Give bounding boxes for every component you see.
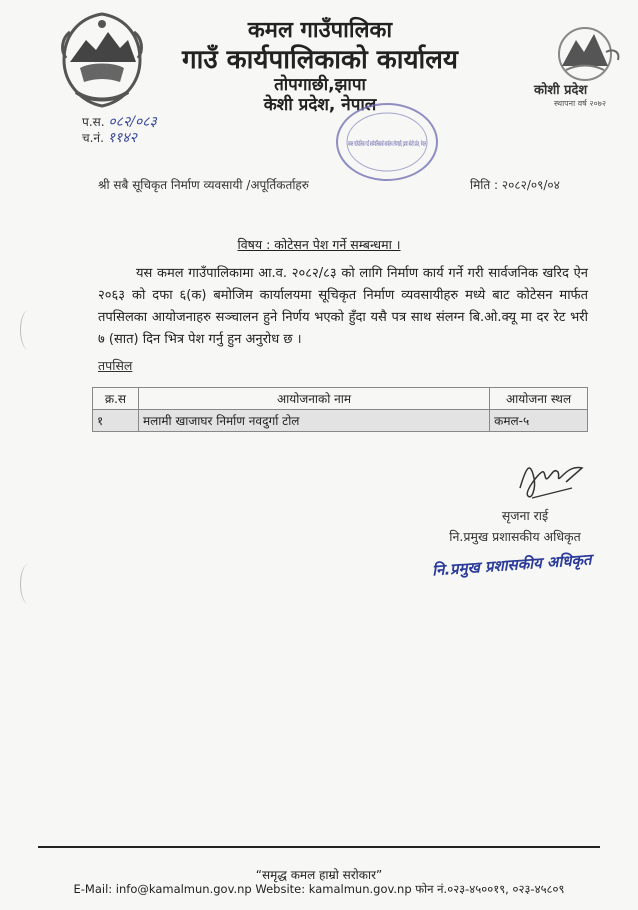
cell-project-name: मलामी खाजाघर निर्माण नवदुर्गा टोल xyxy=(138,410,489,432)
chn-value: ११४२ xyxy=(107,130,137,146)
cell-sn: १ xyxy=(93,410,139,432)
hole-punch-mark xyxy=(20,564,37,604)
signatory-name: सृजना राई xyxy=(501,508,549,523)
office-name: गाउँ कार्यपालिकाको कार्यालय xyxy=(182,45,458,75)
tapsil-heading: तपसिल xyxy=(98,358,133,373)
project-table xyxy=(92,387,588,432)
addressee: श्री सबै सूचिकृत निर्माण व्यवसायी /अपूर्तिकर्ताहरु xyxy=(98,178,309,192)
municipality-name: कमल गाउँपालिका xyxy=(247,18,393,43)
body-paragraph: यस कमल गाउँपालिकामा आ.व. २०८२/८३ को लागि निर्माण कार्य गर्ने गरी सार्वजनिक खरिद ऐन २०६३ को दफा ६(क) बमोजिम कार्यालयमा सूचिकृत निर्माण व्यवसायीहरु मध्ये बाट कोटेसन मार्फत तपसिलका आयोजनाहरु सञ्चालन हुने निर्णय भएको हुँदा यसै पत्र साथ संलग्न बि.ओ.क्यू मा दर रेट भरी ७ (सात) दिन भित्र पेश गर्नु हुन अनुरोध छ । xyxy=(98,266,588,347)
ps-value: ०८२/०८३ xyxy=(108,114,157,130)
nepal-government-emblem xyxy=(56,10,148,110)
office-province: केशी प्रदेश, नेपाल xyxy=(263,95,377,115)
stamp-text: कमल गाउँपालिका गाउँ कार्यपालिकाको कार्यालय तोपगाछी, झापा कोशी प्रदेश, नेपाल xyxy=(348,140,562,148)
koshi-province-logo xyxy=(534,22,630,112)
header-project-name: आयोजनाको नाम xyxy=(138,388,489,410)
logo-tagline: स्थापना वर्ष २०७२ xyxy=(554,99,606,108)
handwritten-signature xyxy=(512,448,592,508)
reference-chn xyxy=(82,128,137,147)
signatory-title: नि.प्रमुख प्रशासकीय अधिकृत xyxy=(449,529,581,544)
letter-subject: विषय : कोटेसन पेश गर्ने सम्बन्धमा । xyxy=(237,237,401,252)
mountain-logo-icon xyxy=(540,22,630,82)
letter-body xyxy=(98,263,588,351)
designation-stamp: नि.प्रमुख प्रशासकीय अधिकृत xyxy=(431,550,593,580)
footer-motto: “समृद्ध कमल हाम्रो सरोकार” xyxy=(255,868,383,882)
office-location: तोपगाछी,झापा xyxy=(274,75,366,95)
header-sn: क्र.स xyxy=(93,388,139,410)
letter-date: मिति : २०८२/०९/०४ xyxy=(470,178,560,192)
chn-label: च.नं. xyxy=(82,131,104,145)
table-header-row xyxy=(93,388,588,410)
footer-divider xyxy=(38,846,600,848)
ps-label: प.स. xyxy=(82,115,105,129)
header-project-place: आयोजना स्थल xyxy=(490,388,588,410)
office-round-stamp xyxy=(332,100,562,184)
cell-project-place: कमल-५ xyxy=(490,410,588,432)
table-row xyxy=(93,410,588,432)
logo-name: कोशी प्रदेश xyxy=(534,83,588,98)
hole-punch-mark xyxy=(20,310,37,350)
footer-contact: E-Mail: info@kamalmun.gov.np Website: kamalmun.gov.np फोन नं.०२३-४५००१९, ०२३-४५८०९ xyxy=(73,882,565,896)
